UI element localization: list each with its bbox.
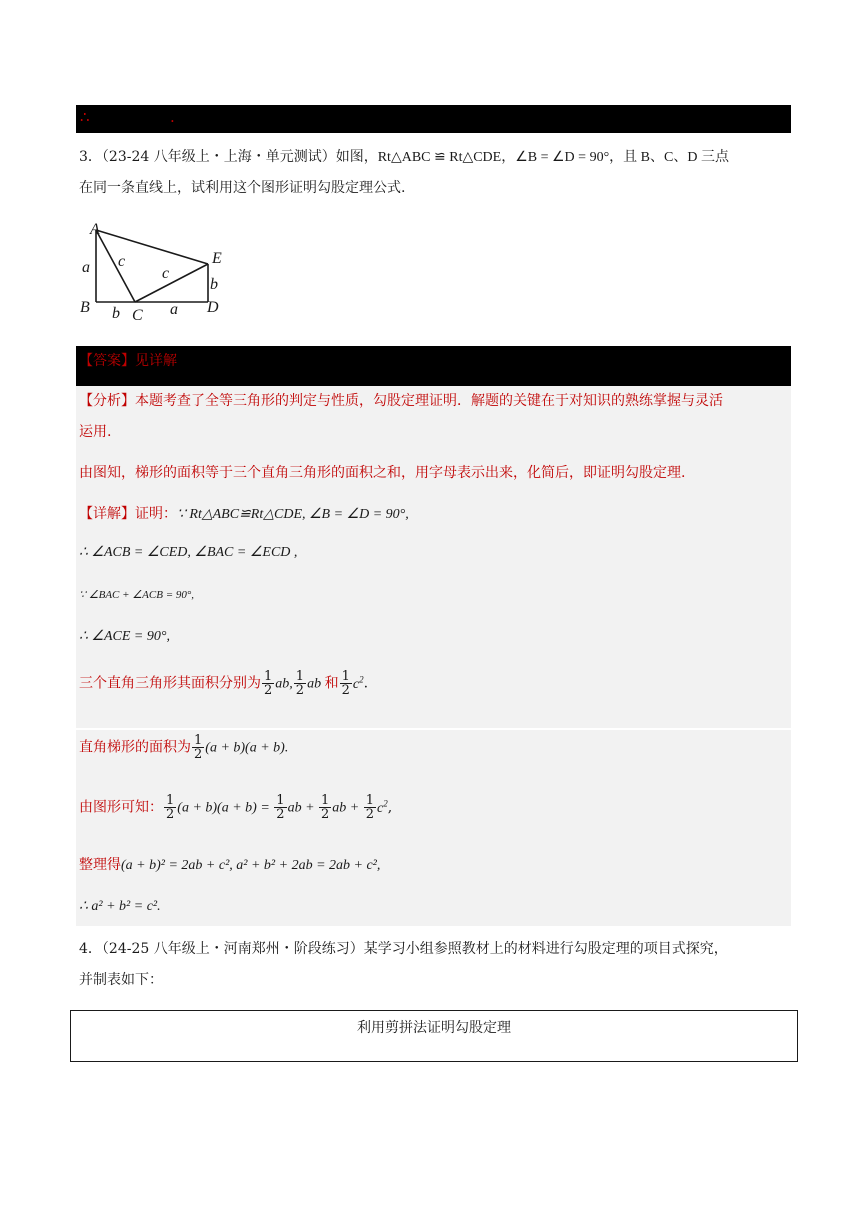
- answer-bar: [76, 346, 791, 386]
- label-side-c-1: c: [118, 253, 126, 270]
- solution-line-organize: [79, 854, 380, 874]
- trapezoid-text: 直角梯形的面积为: [79, 739, 191, 756]
- trapezoid-expr: (a + b)(a + b).: [205, 740, 289, 756]
- solution-line-from-figure: 由图形可知： $\frac{1}{2}$ (a + b)(a + b) = $\frac{1}{2}$ ab + $\frac{1}{2}$ ab + $\frac{1}{2}$ $c^2$,: [79, 793, 393, 822]
- bar-dot: .: [170, 108, 175, 126]
- label-side-b-bottom: b: [112, 305, 120, 322]
- fraction-half: $\frac{1}{2}$: [295, 669, 305, 698]
- q3-math: Rt△ABC ≌ Rt△CDE，∠B = ∠D = 90°，且 B、C、D 三点: [377, 150, 729, 165]
- fraction-half: $\frac{1}{2}$: [194, 733, 203, 762]
- areas-text: 三个直角三角形其面积分别为: [79, 675, 261, 692]
- q4-line2: 并制表如下：: [79, 972, 163, 988]
- top-black-bar: [76, 105, 791, 133]
- label-side-c-2: c: [162, 265, 170, 282]
- label-b-point: B: [80, 299, 90, 316]
- solution-line-therefore1: ∴ ∠ACB = ∠CED, ∠BAC = ∠ECD ,: [79, 545, 298, 560]
- analysis-line1: 【分析】本题考查了全等三角形的判定与性质，勾股定理证明．解题的关键在于对知识的熟练掌握与灵活: [79, 393, 723, 409]
- because1-expr: ∵ Rt△ABC≌Rt△CDE, ∠B = ∠D = 90°,: [177, 507, 409, 522]
- fraction-half: $\frac{1}{2}$: [321, 793, 330, 822]
- label-side-b-right: b: [210, 276, 218, 293]
- from-figure-text: 由图形可知：: [79, 799, 163, 816]
- label-c-point: C: [132, 307, 143, 324]
- fraction-half: $\frac{1}{2}$: [166, 793, 175, 822]
- solution-line-because2: ∵ ∠BAC + ∠ACB = 90°,: [79, 589, 195, 601]
- q3-prefix: 3．（23-24 八年级上・上海・单元测试）如图，: [79, 149, 378, 165]
- organize-expr: (a + b)² = 2ab + c², a² + b² + 2ab = 2ab + c²,: [121, 858, 381, 873]
- solution-label: 【详解】证明：: [79, 506, 177, 522]
- solution-line-trapezoid: [79, 734, 288, 761]
- answer-text: 【答案】见详解: [79, 353, 177, 369]
- analysis-line2: 运用.: [79, 424, 112, 440]
- fraction-half: $\frac{1}{2}$: [341, 669, 350, 698]
- analysis-line3: 由图知，梯形的面积等于三个直角三角形的面积之和，用字母表示出来，化简后，即证明勾股定理.: [79, 465, 686, 481]
- solution-line-areas: 三个直角三角形其面积分别为 $\frac{1}{2}$ ab, $\frac{1}{2}$ ab 和 $\frac{1}{2}$ $c^2$.: [79, 669, 369, 698]
- areas-and: 和: [324, 675, 339, 692]
- solution-line-conclusion: ∴ a² + b² = c².: [79, 899, 161, 914]
- solution-line-because1: [79, 503, 409, 523]
- q3-line1: [79, 143, 729, 172]
- table-box: [70, 1010, 798, 1062]
- label-side-a-left: a: [82, 259, 90, 276]
- solution-line-therefore2: ∴ ∠ACE = 90°,: [79, 629, 170, 644]
- therefore-mark: ∴: [80, 108, 90, 126]
- label-d-point: D: [207, 299, 219, 316]
- segment-ce: [135, 264, 208, 302]
- segment-ae: [96, 230, 208, 264]
- fraction-half: $\frac{1}{2}$: [365, 793, 375, 822]
- fraction-half: $\frac{1}{2}$: [264, 669, 273, 698]
- label-e-point: E: [212, 250, 222, 267]
- fraction-half: $\frac{1}{2}$: [276, 793, 285, 822]
- table-header: 利用剪拼法证明勾股定理: [357, 1020, 511, 1036]
- geometry-figure: [76, 218, 236, 326]
- label-a-point: A: [90, 221, 100, 238]
- label-side-a-bottom: a: [170, 301, 178, 318]
- q4-line1: 4．（24-25 八年级上・河南郑州・阶段练习）某学习小组参照教材上的材料进行勾股定理的项目式探究，: [79, 941, 728, 957]
- organize-text: 整理得: [79, 857, 121, 873]
- q3-line2: 在同一条直线上，试利用这个图形证明勾股定理公式.: [79, 180, 406, 196]
